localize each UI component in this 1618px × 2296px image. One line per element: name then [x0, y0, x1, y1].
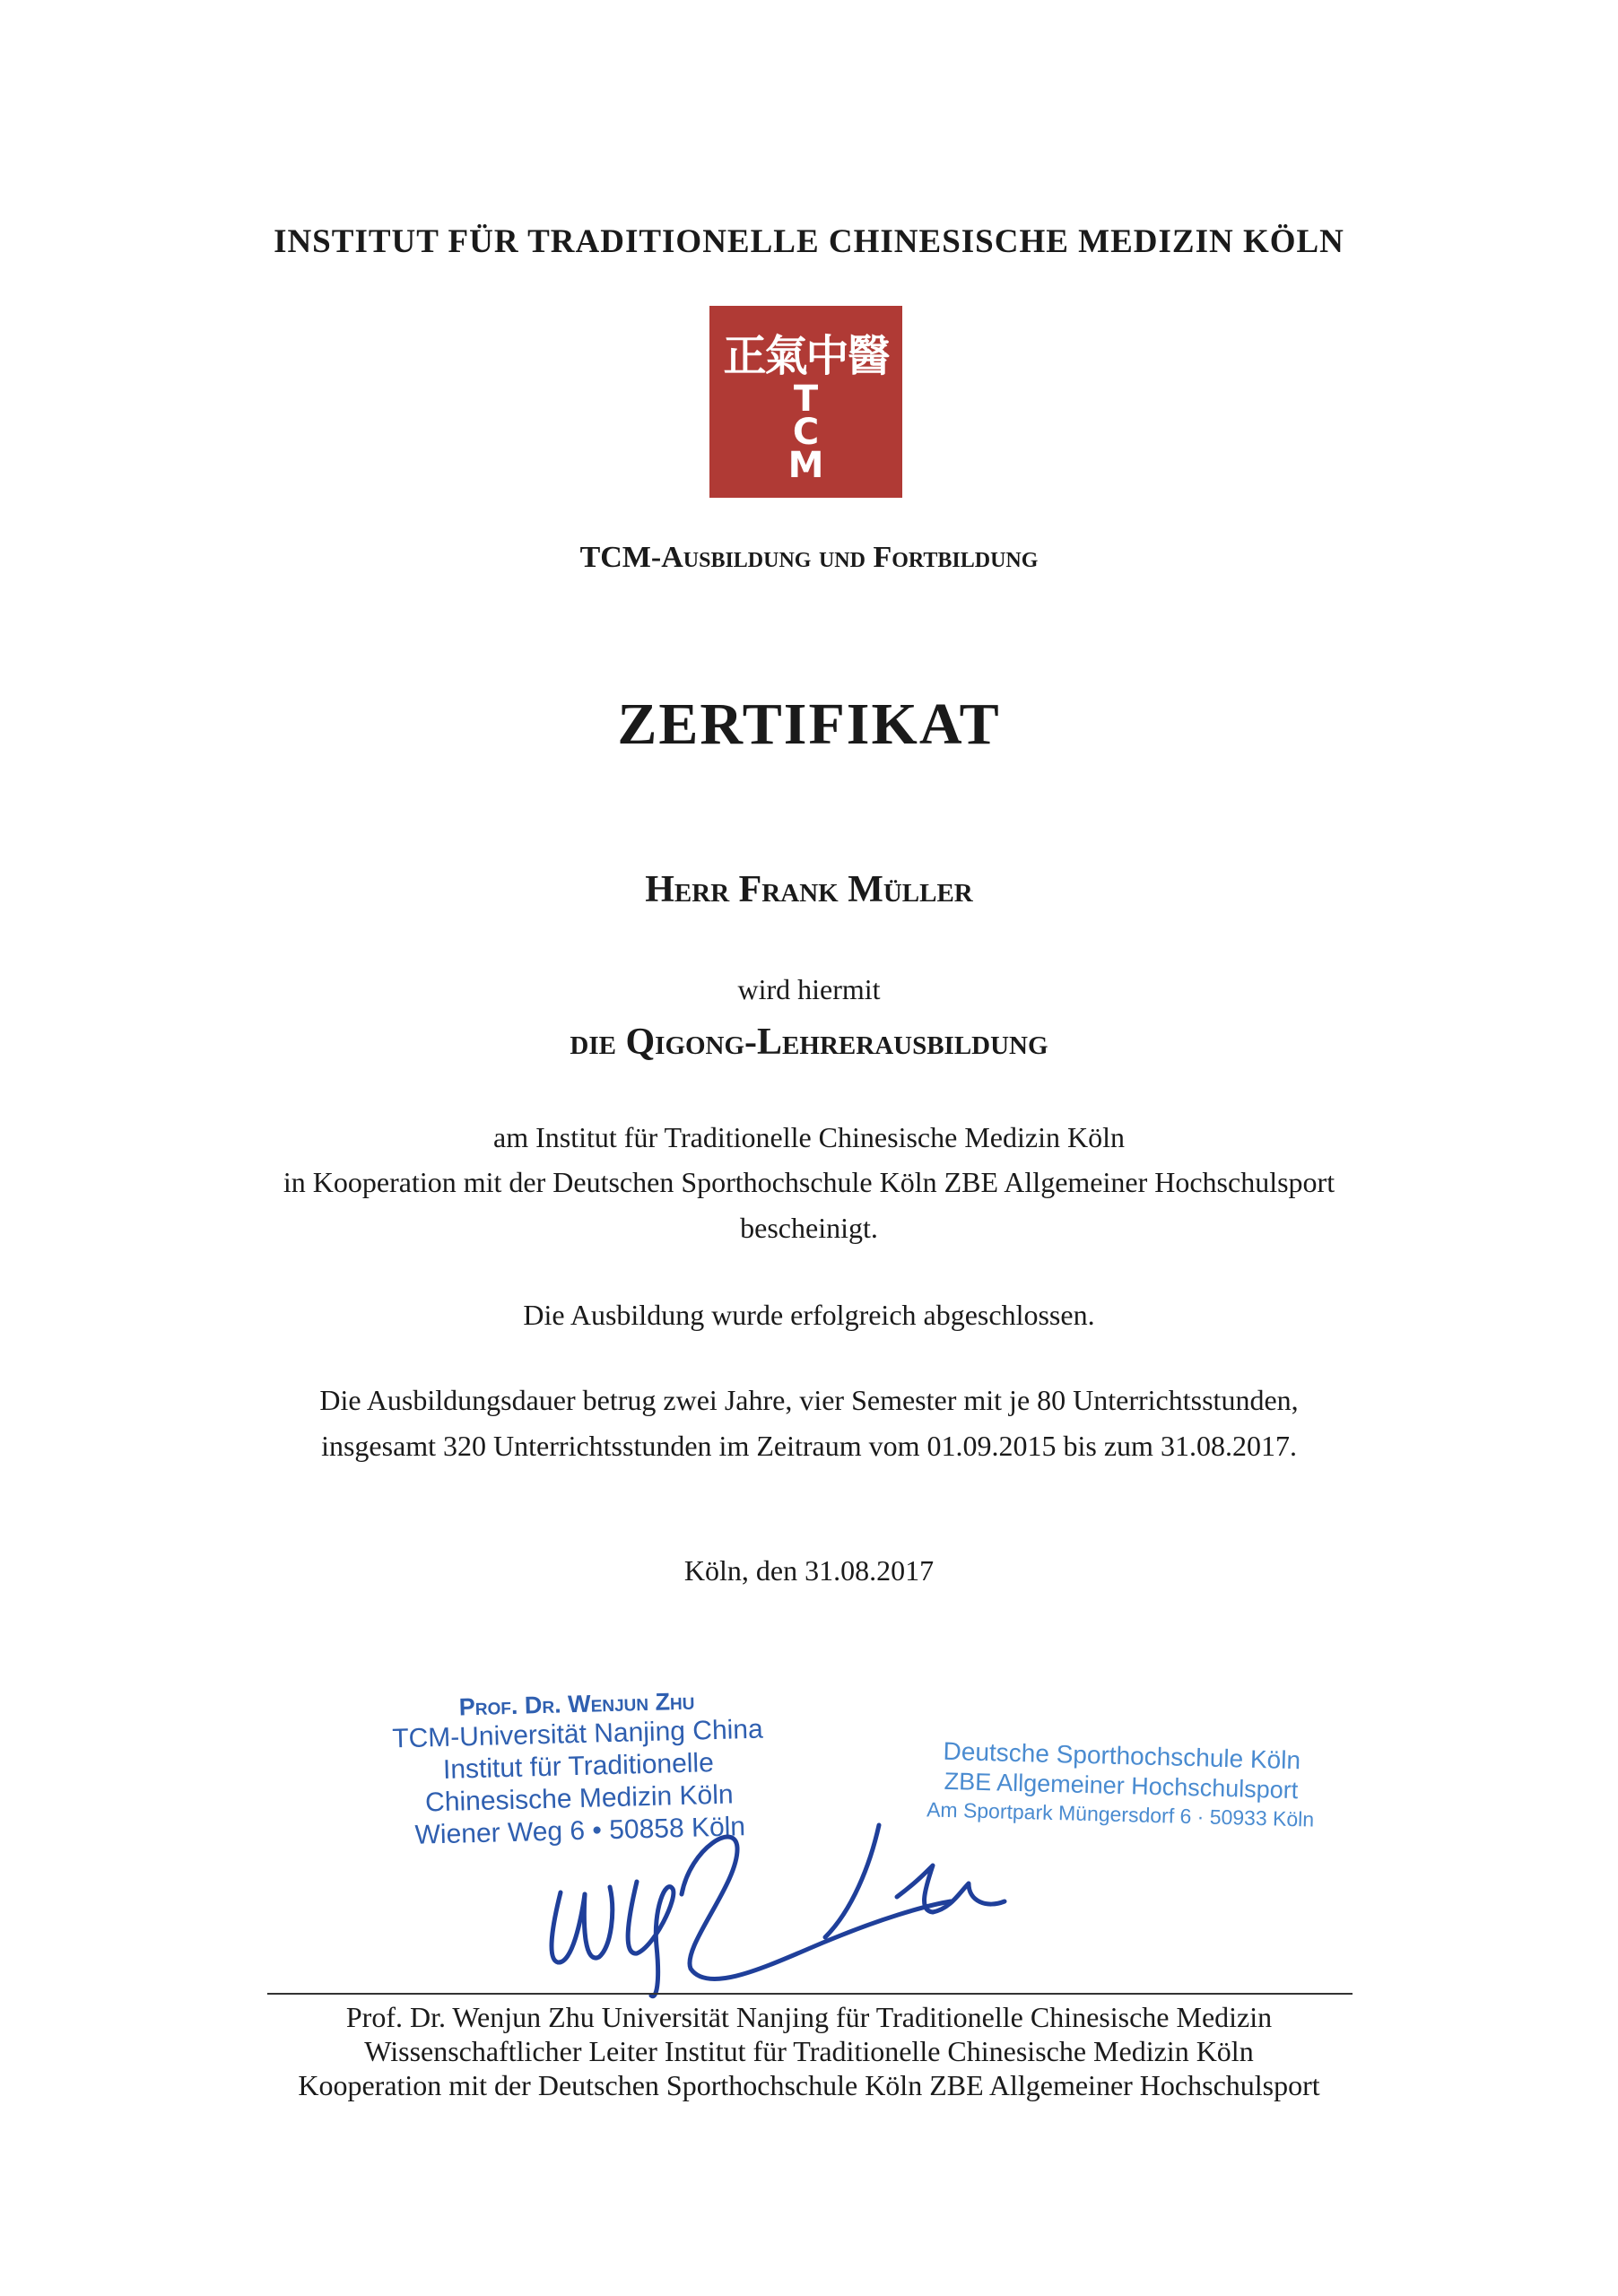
signature-line	[267, 1993, 1353, 1995]
logo-letter-t: T	[793, 378, 819, 420]
stamp-left-line: Institut für Traditionelle	[442, 1748, 715, 1785]
logo-tcm-letters	[709, 378, 902, 486]
tcm-logo	[709, 306, 902, 498]
stamp-right-address: Am Sportpark Müngersdorf 6 · 50933 Köln	[926, 1797, 1315, 1831]
body-line-3: bescheinigt.	[740, 1212, 878, 1244]
course-name: die Qigong-Lehrerausbildung	[570, 1022, 1048, 1063]
handwritten-signature	[502, 1812, 1130, 2000]
stamp-left-line: Chinesische Medizin Köln	[424, 1779, 734, 1818]
footer-line-2: Wissenschaftlicher Leiter Institut für Traditionelle Chinesische Medizin Köln	[364, 2035, 1254, 2067]
stamp-right-heading: Deutsche Sporthochschule Köln	[943, 1736, 1301, 1775]
stamp-left-line: Wiener Weg 6 • 50858 Köln	[414, 1812, 746, 1850]
intro-text: wird hiermit	[737, 973, 881, 1005]
body-line-1: am Institut für Traditionelle Chinesische Medizin Köln	[493, 1121, 1125, 1153]
logo-letter-c: C	[792, 412, 820, 453]
logo-letter-m: M	[787, 445, 824, 486]
certificate-title: ZERTIFIKAT	[617, 691, 1001, 757]
stamp-right-line: ZBE Allgemeiner Hochschulsport	[944, 1767, 1299, 1805]
stamp-left-line: TCM-Universität Nanjing China	[391, 1714, 764, 1754]
duration-line-2: insgesamt 320 Unterrichtsstunden im Zeitraum vom 01.09.2015 bis zum 31.08.2017.	[321, 1430, 1297, 1462]
footer-line-3: Kooperation mit der Deutschen Sporthochschule Köln ZBE Allgemeiner Hochschulsport	[298, 2069, 1320, 2101]
logo-chinese-characters: 正氣中醫	[723, 331, 889, 381]
institute-subtitle: TCM-Ausbildung und Fortbildung	[579, 541, 1039, 574]
body-line-2: in Kooperation mit der Deutschen Sporthochschule Köln ZBE Allgemeiner Hochschulsport	[283, 1166, 1335, 1198]
footer-line-1: Prof. Dr. Wenjun Zhu Universität Nanjing für Traditionelle Chinesische Medizin	[345, 2001, 1273, 2033]
recipient-name: Herr Frank Müller	[645, 869, 973, 910]
stamp-left-heading: Prof. Dr. Wenjun Zhu	[458, 1687, 695, 1721]
duration-line-1: Die Ausbildungsdauer betrug zwei Jahre, vier Semester mit je 80 Unterrichtsstunden,	[319, 1384, 1299, 1416]
place-date: Köln, den 31.08.2017	[683, 1554, 935, 1587]
completion-text: Die Ausbildung wurde erfolgreich abgeschlossen.	[523, 1299, 1095, 1331]
institute-title: INSTITUT FÜR TRADITIONELLE CHINESISCHE MEDIZIN KÖLN	[274, 223, 1344, 260]
